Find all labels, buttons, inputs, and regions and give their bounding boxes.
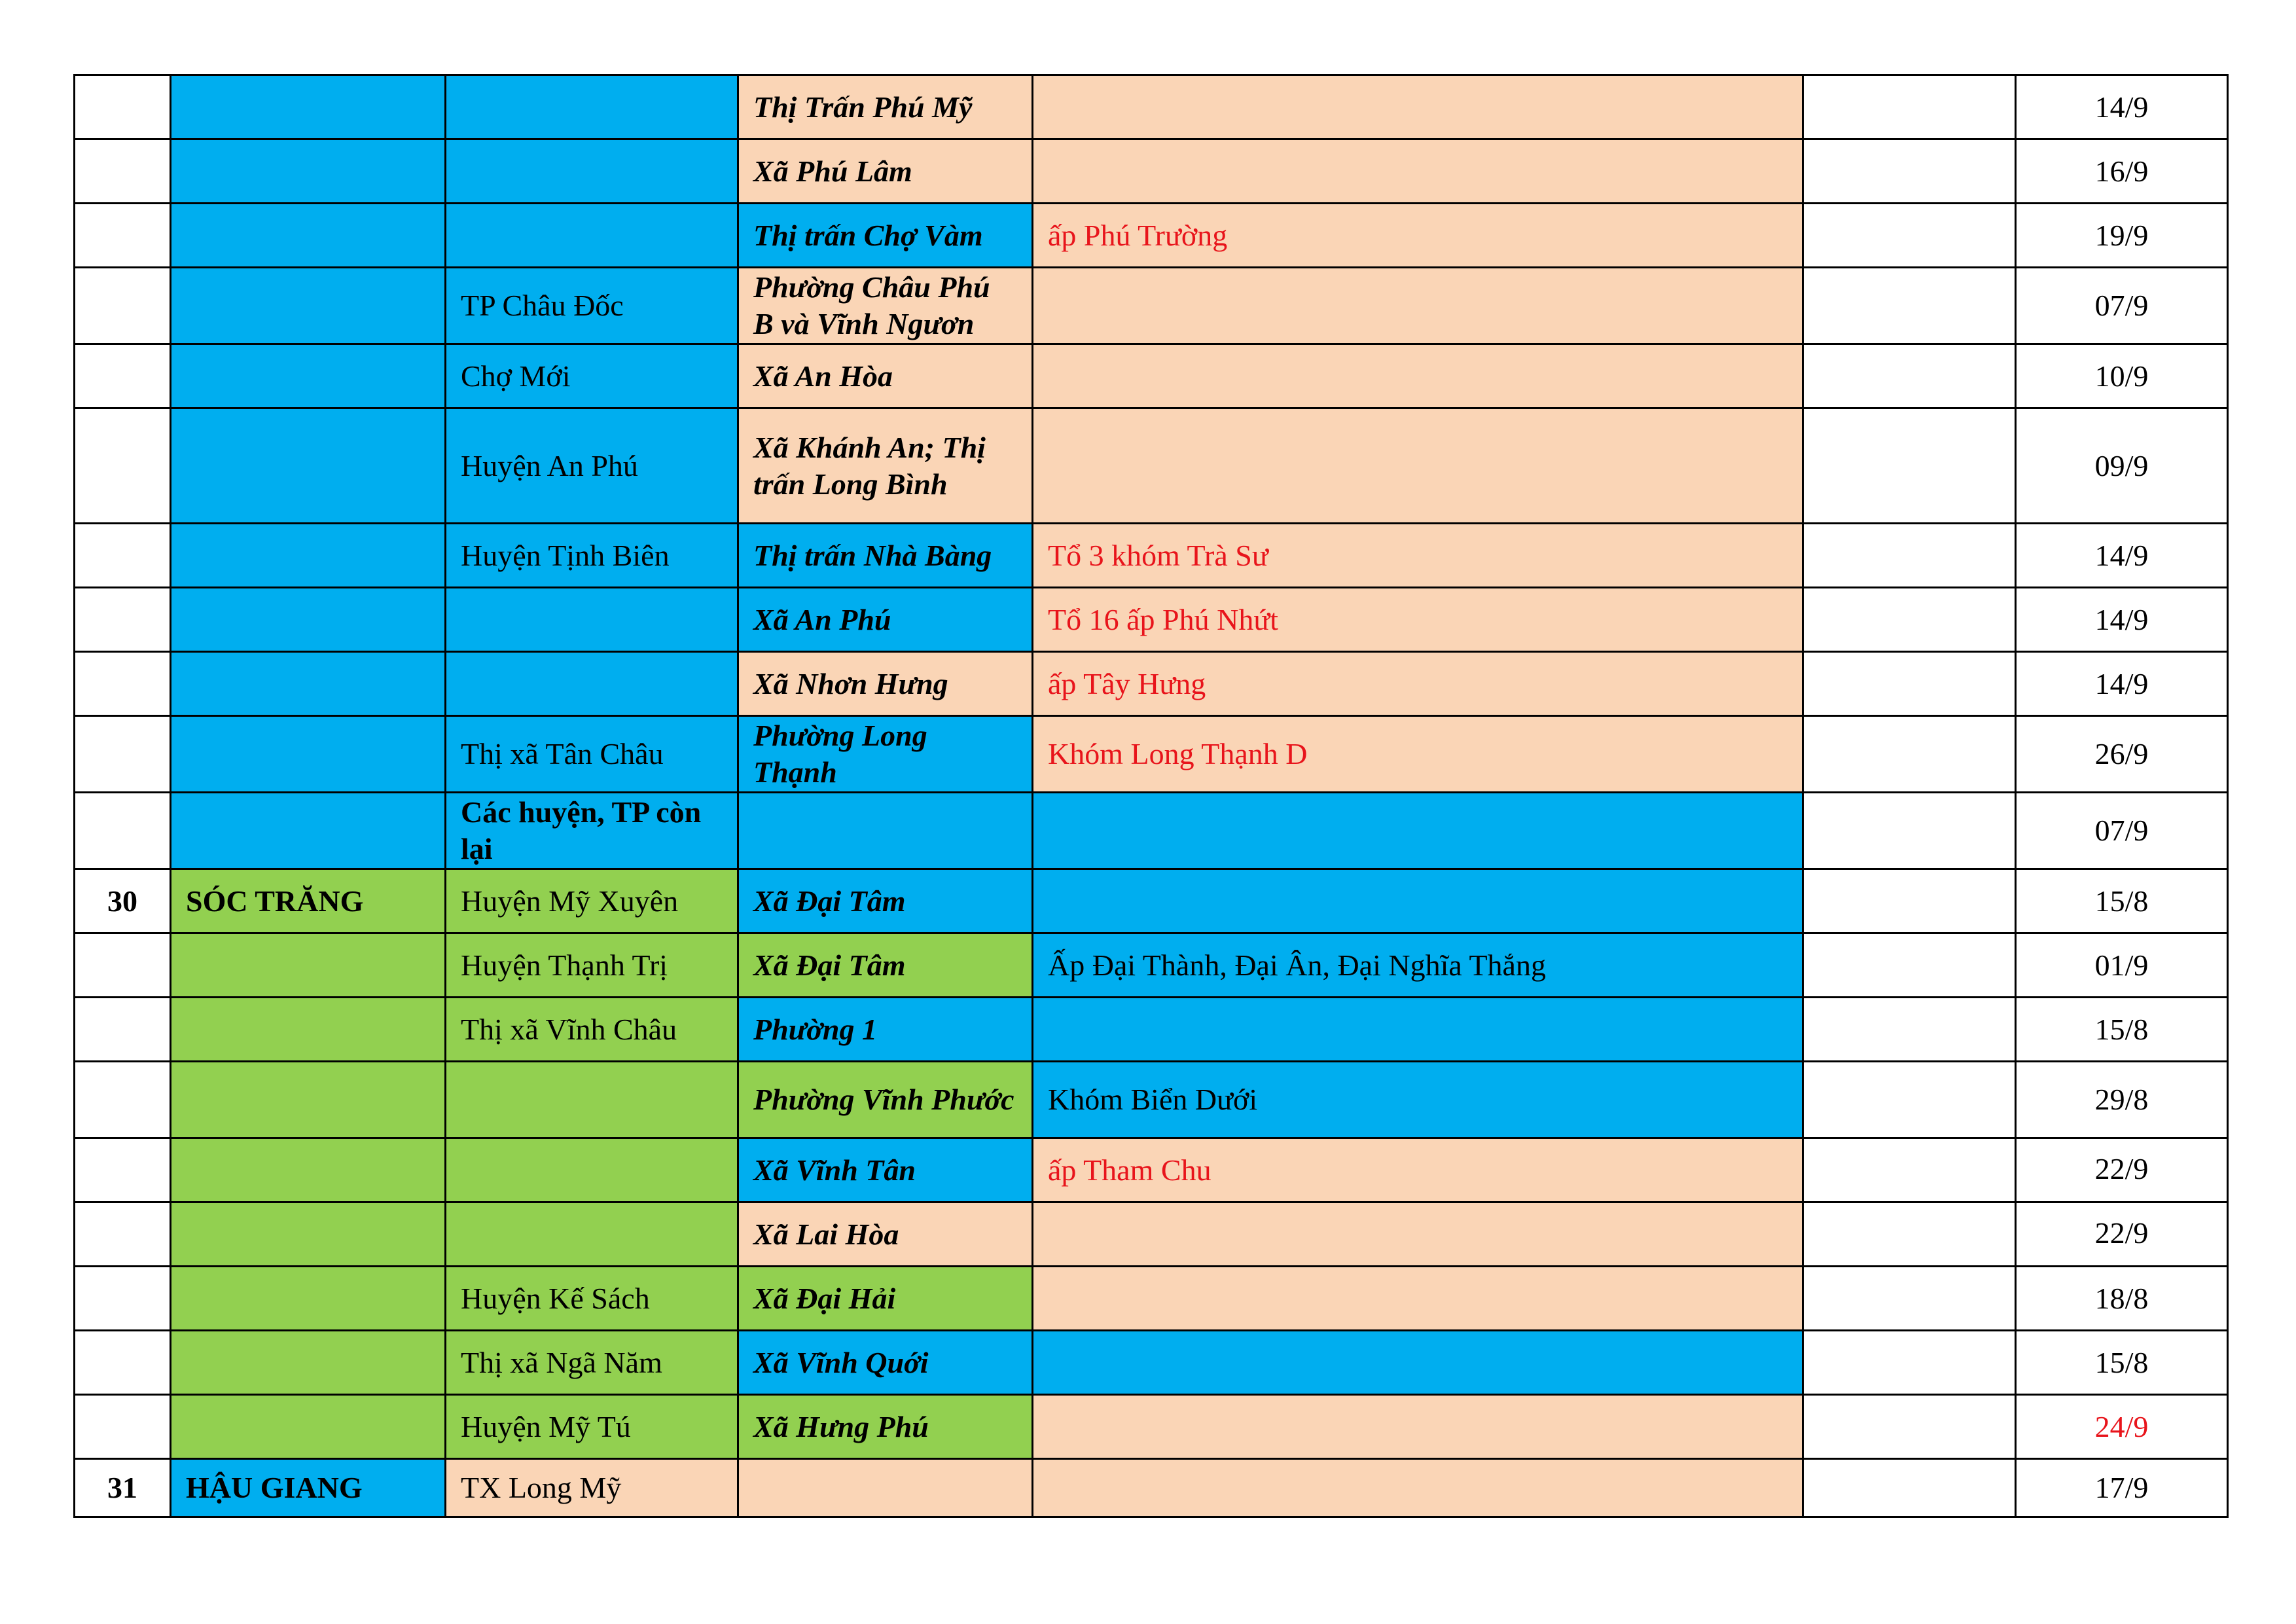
table-row	[75, 1331, 2228, 1395]
table-row	[75, 998, 2228, 1062]
date-cell: 10/9	[2016, 344, 2228, 408]
table-row	[75, 204, 2228, 268]
commune-cell: Xã Phú Lâm	[738, 139, 1033, 204]
note-cell	[1803, 75, 2016, 139]
province-cell	[171, 1331, 446, 1395]
stt-cell: 31	[75, 1459, 171, 1517]
date-cell: 17/9	[2016, 1459, 2228, 1517]
district-cell: Thị xã Vĩnh Châu	[446, 998, 738, 1062]
note-cell	[1803, 1395, 2016, 1459]
commune-cell: Thị trấn Nhà Bàng	[738, 524, 1033, 588]
area-cell	[1033, 1202, 1803, 1267]
stt-cell	[75, 204, 171, 268]
area-cell	[1033, 793, 1803, 869]
province-cell: HẬU GIANG	[171, 1459, 446, 1517]
province-cell	[171, 524, 446, 588]
stt-cell	[75, 652, 171, 716]
table-row	[75, 344, 2228, 408]
commune-cell	[738, 793, 1033, 869]
table-row	[75, 1062, 2228, 1138]
stt-cell	[75, 1202, 171, 1267]
stt-cell	[75, 75, 171, 139]
area-cell	[1033, 268, 1803, 344]
province-cell	[171, 344, 446, 408]
date-cell: 15/8	[2016, 869, 2228, 933]
commune-cell: Phường 1	[738, 998, 1033, 1062]
table-row	[75, 139, 2228, 204]
province-cell	[171, 998, 446, 1062]
commune-cell: Xã Vĩnh Tân	[738, 1138, 1033, 1202]
district-cell: Chợ Mới	[446, 344, 738, 408]
district-cell: Huyện An Phú	[446, 408, 738, 524]
commune-cell: Xã Đại Tâm	[738, 933, 1033, 998]
table-row	[75, 716, 2228, 793]
district-cell: Huyện Kế Sách	[446, 1267, 738, 1331]
date-cell: 15/8	[2016, 1331, 2228, 1395]
province-cell: SÓC TRĂNG	[171, 869, 446, 933]
table-row	[75, 1267, 2228, 1331]
date-cell: 26/9	[2016, 716, 2228, 793]
note-cell	[1803, 204, 2016, 268]
table-row	[75, 75, 2228, 139]
commune-cell: Xã Lai Hòa	[738, 1202, 1033, 1267]
district-cell	[446, 75, 738, 139]
table-row	[75, 933, 2228, 998]
commune-cell: Phường Long Thạnh	[738, 716, 1033, 793]
area-cell	[1033, 139, 1803, 204]
area-cell: ấp Tham Chu	[1033, 1138, 1803, 1202]
district-cell	[446, 588, 738, 652]
note-cell	[1803, 588, 2016, 652]
table-row	[75, 524, 2228, 588]
commune-cell: Thị trấn Chợ Vàm	[738, 204, 1033, 268]
table-row	[75, 652, 2228, 716]
province-cell	[171, 652, 446, 716]
area-cell: Khóm Biển Dưới	[1033, 1062, 1803, 1138]
area-cell: ấp Tây Hưng	[1033, 652, 1803, 716]
district-cell	[446, 1138, 738, 1202]
date-cell: 24/9	[2016, 1395, 2228, 1459]
stt-cell	[75, 408, 171, 524]
note-cell	[1803, 1202, 2016, 1267]
date-cell: 29/8	[2016, 1062, 2228, 1138]
province-cell	[171, 1062, 446, 1138]
stt-cell	[75, 1062, 171, 1138]
province-cell	[171, 75, 446, 139]
date-cell: 16/9	[2016, 139, 2228, 204]
area-cell	[1033, 869, 1803, 933]
note-cell	[1803, 933, 2016, 998]
area-cell: Ấp Đại Thành, Đại Ân, Đại Nghĩa Thắng	[1033, 933, 1803, 998]
stt-cell	[75, 1331, 171, 1395]
stt-cell	[75, 524, 171, 588]
district-cell: Thị xã Ngã Năm	[446, 1331, 738, 1395]
district-cell: TX Long Mỹ	[446, 1459, 738, 1517]
province-cell	[171, 716, 446, 793]
note-cell	[1803, 1331, 2016, 1395]
note-cell	[1803, 652, 2016, 716]
note-cell	[1803, 998, 2016, 1062]
area-cell	[1033, 75, 1803, 139]
table-row	[75, 268, 2228, 344]
table-row	[75, 1459, 2228, 1517]
area-cell	[1033, 1267, 1803, 1331]
district-cell	[446, 204, 738, 268]
area-cell: Tổ 3 khóm Trà Sư	[1033, 524, 1803, 588]
stt-cell	[75, 344, 171, 408]
province-cell	[171, 408, 446, 524]
note-cell	[1803, 793, 2016, 869]
province-cell	[171, 1202, 446, 1267]
table-row	[75, 1395, 2228, 1459]
note-cell	[1803, 268, 2016, 344]
commune-cell: Thị Trấn Phú Mỹ	[738, 75, 1033, 139]
stt-cell	[75, 716, 171, 793]
district-cell: Huyện Mỹ Tú	[446, 1395, 738, 1459]
district-cell: Huyện Tịnh Biên	[446, 524, 738, 588]
province-cell	[171, 933, 446, 998]
province-cell	[171, 588, 446, 652]
stt-cell: 30	[75, 869, 171, 933]
province-cell	[171, 1267, 446, 1331]
table-row	[75, 793, 2228, 869]
date-cell: 14/9	[2016, 652, 2228, 716]
note-cell	[1803, 716, 2016, 793]
stt-cell	[75, 1138, 171, 1202]
stt-cell	[75, 1267, 171, 1331]
commune-cell: Xã Vĩnh Quới	[738, 1331, 1033, 1395]
area-cell: Khóm Long Thạnh D	[1033, 716, 1803, 793]
commune-cell: Xã Đại Hải	[738, 1267, 1033, 1331]
outbreak-table	[73, 74, 2229, 1518]
stt-cell	[75, 793, 171, 869]
province-cell	[171, 1395, 446, 1459]
note-cell	[1803, 1267, 2016, 1331]
district-cell: Thị xã Tân Châu	[446, 716, 738, 793]
commune-cell: Xã An Hòa	[738, 344, 1033, 408]
district-cell	[446, 1202, 738, 1267]
district-cell	[446, 139, 738, 204]
stt-cell	[75, 1395, 171, 1459]
province-cell	[171, 204, 446, 268]
commune-cell: Phường Vĩnh Phước	[738, 1062, 1033, 1138]
note-cell	[1803, 1459, 2016, 1517]
date-cell: 15/8	[2016, 998, 2228, 1062]
province-cell	[171, 793, 446, 869]
commune-cell: Xã Nhơn Hưng	[738, 652, 1033, 716]
district-cell	[446, 652, 738, 716]
note-cell	[1803, 1062, 2016, 1138]
stt-cell	[75, 268, 171, 344]
area-cell: ấp Phú Trường	[1033, 204, 1803, 268]
area-cell	[1033, 1459, 1803, 1517]
date-cell: 14/9	[2016, 524, 2228, 588]
district-cell: Huyện Thạnh Trị	[446, 933, 738, 998]
date-cell: 07/9	[2016, 268, 2228, 344]
table-row	[75, 869, 2228, 933]
date-cell: 22/9	[2016, 1202, 2228, 1267]
district-cell: TP Châu Đốc	[446, 268, 738, 344]
note-cell	[1803, 869, 2016, 933]
commune-cell: Xã Đại Tâm	[738, 869, 1033, 933]
commune-cell: Xã Hưng Phú	[738, 1395, 1033, 1459]
area-cell	[1033, 344, 1803, 408]
area-cell	[1033, 1331, 1803, 1395]
area-cell	[1033, 1395, 1803, 1459]
commune-cell: Xã Khánh An; Thị trấn Long Bình	[738, 408, 1033, 524]
province-cell	[171, 268, 446, 344]
note-cell	[1803, 524, 2016, 588]
note-cell	[1803, 1138, 2016, 1202]
area-cell	[1033, 998, 1803, 1062]
note-cell	[1803, 139, 2016, 204]
area-cell	[1033, 408, 1803, 524]
stt-cell	[75, 998, 171, 1062]
note-cell	[1803, 344, 2016, 408]
district-cell: Huyện Mỹ Xuyên	[446, 869, 738, 933]
commune-cell	[738, 1459, 1033, 1517]
province-cell	[171, 1138, 446, 1202]
district-cell	[446, 1062, 738, 1138]
date-cell: 22/9	[2016, 1138, 2228, 1202]
stt-cell	[75, 933, 171, 998]
commune-cell: Xã An Phú	[738, 588, 1033, 652]
date-cell: 18/8	[2016, 1267, 2228, 1331]
date-cell: 09/9	[2016, 408, 2228, 524]
date-cell: 14/9	[2016, 588, 2228, 652]
date-cell: 19/9	[2016, 204, 2228, 268]
table-row	[75, 588, 2228, 652]
table-row	[75, 1202, 2228, 1267]
table-row	[75, 408, 2228, 524]
commune-cell: Phường Châu Phú B và Vĩnh Ngươn	[738, 268, 1033, 344]
stt-cell	[75, 588, 171, 652]
province-cell	[171, 139, 446, 204]
table-row	[75, 1138, 2228, 1202]
stt-cell	[75, 139, 171, 204]
area-cell: Tổ 16 ấp Phú Nhứt	[1033, 588, 1803, 652]
date-cell: 01/9	[2016, 933, 2228, 998]
district-cell: Các huyện, TP còn lại	[446, 793, 738, 869]
date-cell: 14/9	[2016, 75, 2228, 139]
date-cell: 07/9	[2016, 793, 2228, 869]
note-cell	[1803, 408, 2016, 524]
